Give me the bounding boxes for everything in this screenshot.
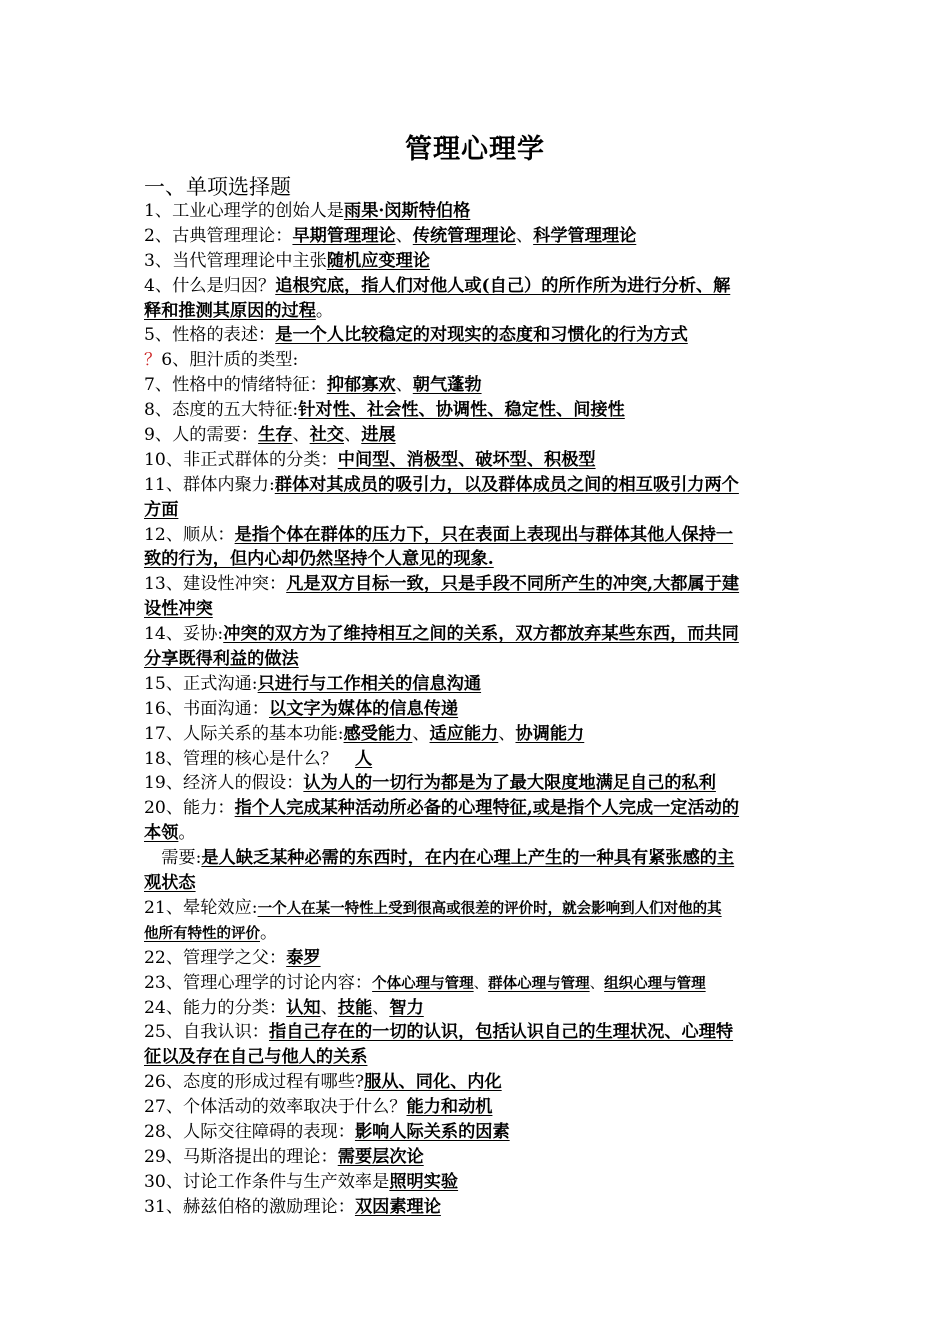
question-mark-icon: ？ [144, 350, 162, 371]
question-text: 14、妥协: [144, 624, 224, 645]
question-line [144, 523, 804, 548]
question-line [144, 249, 804, 274]
question-text: 、 [473, 975, 489, 992]
answer-text: 科学管理理论 [533, 225, 637, 246]
question-line [144, 771, 804, 796]
question-text: 15、正式沟通: [144, 673, 258, 694]
question-text: 、 [412, 723, 430, 744]
question-text: 1、工业心理学的创始人是 [144, 201, 344, 221]
question-text: 22、管理学之父： [144, 947, 287, 968]
answer-text: 感受能力 [343, 723, 413, 744]
question-line [144, 473, 804, 498]
answer-text: 抑郁寡欢 [326, 375, 396, 396]
question-line [144, 821, 804, 846]
question-line [144, 1170, 804, 1195]
question-line [144, 274, 804, 299]
question-line [144, 1095, 804, 1120]
answer-text: 早期管理理论 [292, 225, 396, 246]
question-text: 、 [515, 225, 534, 246]
question-line [144, 299, 804, 324]
question-text: 6、胆汁质的类型: [161, 350, 299, 371]
answer-text: 是一个人比较稳定的对现实的态度和习惯化的行为方式 [275, 325, 688, 346]
answer-text: 生存 [258, 425, 293, 446]
question-text: 19、经济人的假设： [144, 773, 304, 794]
answer-text: 指个人完成某种活动所必备的心理特征,或是指个人完成一定活动的 [234, 798, 740, 819]
question-text: 4、什么是归因？ [144, 275, 276, 296]
answer-text: 照明实验 [389, 1171, 459, 1192]
question-text: 13、建设性冲突： [144, 574, 287, 595]
question-line [144, 1145, 804, 1170]
question-text: 16、书面沟通： [144, 698, 269, 719]
answer-text: 本领 [144, 823, 179, 844]
question-text: 。 [315, 300, 334, 321]
answer-text: 设性冲突 [144, 599, 213, 620]
answer-text: 需要层次论 [337, 1146, 424, 1167]
document-title: 管理心理学 [405, 134, 545, 165]
answer-text: 传统管理理论 [412, 225, 516, 246]
answer-text: 社交 [309, 425, 345, 446]
answer-text: 服从、同化、内化 [364, 1072, 502, 1093]
question-text: 24、能力的分类： [144, 997, 287, 1018]
question-text: 23、管理心理学的讨论内容： [144, 972, 373, 993]
question-text: 3、当代管理理论中主张 [144, 250, 327, 271]
answer-text: 人 [354, 748, 373, 769]
answer-text: 进展 [361, 425, 396, 446]
question-text: 25、自我认识： [144, 1022, 269, 1043]
question-line [144, 572, 804, 597]
question-text: 31、赫兹伯格的激励理论： [144, 1196, 355, 1217]
answer-text: 针对性、社会性、协调性、稳定性、间接性 [298, 400, 625, 421]
answer-text: 智力 [389, 997, 424, 1018]
question-line [144, 996, 804, 1021]
answer-text: 影响人际关系的因素 [354, 1121, 510, 1142]
question-line [144, 647, 804, 672]
answer-text: 征以及存在自己与他人的关系 [144, 1047, 368, 1068]
question-line [144, 323, 804, 348]
question-line [144, 846, 804, 871]
question-line [144, 747, 804, 772]
section-heading: 一、单项选择题 [144, 175, 291, 199]
question-line [144, 199, 804, 224]
question-line [144, 796, 804, 821]
question-line [144, 1120, 804, 1145]
question-text: 2、古典管理理论： [144, 225, 293, 246]
answer-text: 适应能力 [429, 723, 499, 744]
question-line [144, 1195, 804, 1220]
question-text: 9、人的需要： [144, 425, 259, 446]
question-text: 、 [372, 997, 390, 1018]
question-text: 18、管理的核心是什么？ [144, 748, 355, 769]
question-text: 。 [178, 823, 196, 844]
answer-text: 泰罗 [286, 947, 321, 968]
answer-text: 冲突的双方为了维持相互之间的关系，双方都放弃某些东西，而共同 [223, 624, 739, 645]
question-text: 8、态度的五大特征: [144, 400, 299, 421]
answer-text: 个体心理与管理 [372, 974, 474, 992]
answer-text: 凡是双方目标一致，只是手段不同所产生的冲突,大都属于建 [286, 574, 740, 595]
question-line [144, 373, 804, 398]
question-line [144, 896, 804, 921]
question-line [144, 946, 804, 971]
answer-text: 随机应变理论 [326, 250, 430, 271]
question-line [144, 971, 804, 996]
answer-text: 认知 [286, 997, 321, 1018]
question-text: 27、个体活动的效率取决于什么？ [144, 1097, 407, 1118]
answer-text: 协调能力 [515, 723, 585, 744]
question-line [144, 871, 804, 896]
question-text: 、 [395, 225, 413, 246]
question-line [144, 672, 804, 697]
answer-text: 方面 [144, 499, 179, 520]
question-line [144, 398, 804, 423]
question-text: 5、性格的表述： [144, 325, 276, 346]
question-line [144, 597, 804, 622]
question-line [144, 1045, 804, 1070]
question-line [144, 622, 804, 647]
question-text: 、 [395, 375, 413, 396]
question-text: 28、人际交往障碍的表现： [144, 1121, 355, 1142]
answer-text: 致的行为，但内心却仍然坚持个人意见的现象. [144, 549, 494, 570]
answer-text: 雨果·闵斯特伯格 [344, 201, 471, 221]
question-line [144, 722, 804, 747]
question-text: 21、晕轮效应: [144, 897, 258, 918]
answer-text: 技能 [337, 997, 373, 1018]
answer-text: 双因素理论 [354, 1196, 441, 1217]
answer-text: 是指个体在群体的压力下，只在表面上表现出与群体其他人保持一 [234, 524, 734, 545]
question-text: 10、非正式群体的分类： [144, 449, 338, 470]
question-text: 、 [589, 975, 605, 992]
question-line [144, 348, 804, 373]
answer-text: 分享既得利益的做法 [144, 649, 299, 670]
answer-text: 是人缺乏某种必需的东西时，在内在心理上产生的一种具有紧张感的主 [201, 848, 735, 869]
answer-text: 追根究底，指人们对他人或(自己）的所作所为进行分析、解 [275, 275, 731, 296]
question-text: 11、群体内聚力: [144, 474, 275, 495]
answer-text: 朝气蓬勃 [412, 375, 482, 396]
question-text: 17、人际关系的基本功能: [144, 723, 344, 744]
question-line [144, 448, 804, 473]
question-line [144, 921, 804, 946]
answer-text: 以文字为媒体的信息传递 [269, 698, 459, 719]
answer-text: 认为人的一切行为都是为了最大限度地满足自己的私利 [303, 773, 716, 794]
question-text: 12、顺从： [144, 524, 235, 545]
answer-text: 他所有特性的评价 [144, 924, 260, 942]
question-text: 、 [320, 997, 338, 1018]
question-line [144, 224, 804, 249]
question-text: 26、态度的形成过程有哪些? [144, 1072, 365, 1093]
answer-text: 群体心理与管理 [488, 974, 590, 992]
answer-text: 指自己存在的一切的认识，包括认识自己的生理状况、心理特 [269, 1022, 734, 1043]
question-list [144, 199, 804, 1220]
answer-text: 群体对其成员的吸引力，以及群体成员之间的相互吸引力两个 [274, 474, 739, 495]
answer-text: 观状态 [144, 873, 196, 894]
question-line [144, 1020, 804, 1045]
question-text: 20、能力： [144, 798, 235, 819]
answer-text: 能力和动机 [406, 1097, 493, 1118]
question-line [144, 547, 804, 572]
question-text: 29、马斯洛提出的理论： [144, 1146, 338, 1167]
answer-text: 中间型、消极型、破坏型、积极型 [337, 449, 596, 470]
answer-text: 释和推测其原因的过程 [144, 300, 316, 321]
question-text: 需要: [144, 848, 202, 869]
question-line [144, 423, 804, 448]
question-text: 、 [344, 425, 362, 446]
question-text: 、 [292, 425, 310, 446]
answer-text: 组织心理与管理 [604, 974, 706, 992]
question-text: 7、性格中的情绪特征： [144, 375, 327, 396]
question-text: 。 [260, 922, 278, 943]
question-line [144, 1070, 804, 1095]
answer-text: 一个人在某一特性上受到很高或很差的评价时，就会影响到人们对他的其 [257, 899, 722, 917]
question-text: 、 [498, 723, 516, 744]
question-text: 30、讨论工作条件与生产效率是 [144, 1171, 390, 1192]
question-line [144, 697, 804, 722]
answer-text: 只进行与工作相关的信息沟通 [257, 673, 482, 694]
question-line [144, 498, 804, 523]
